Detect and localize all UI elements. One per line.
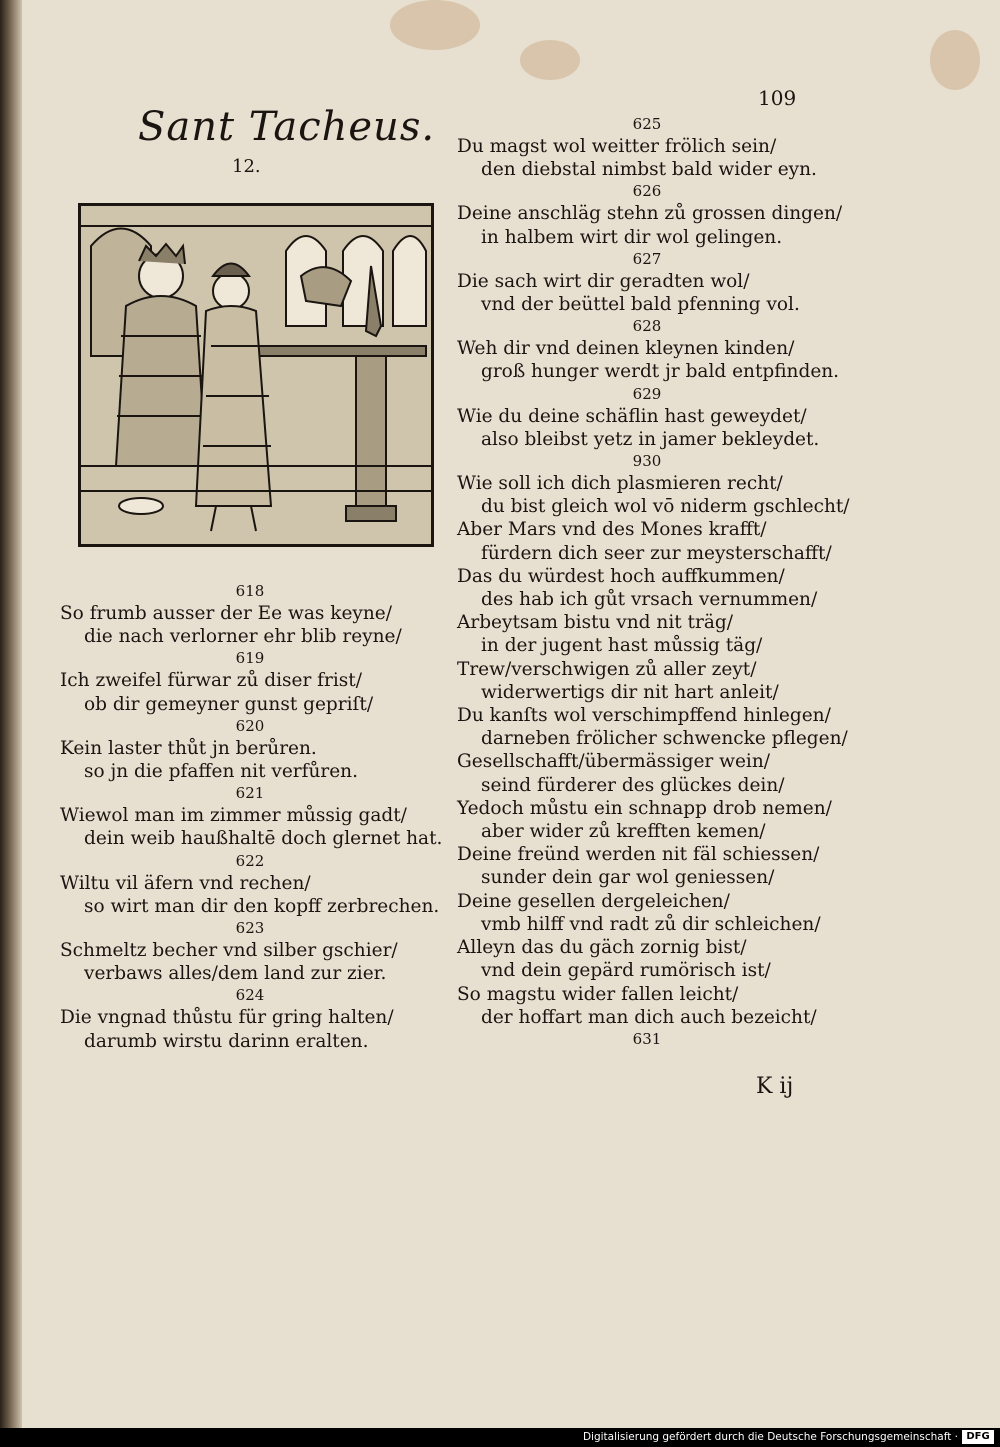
verse-number: 622 [235, 851, 265, 870]
verse-line: so wirt man dir den kopff zerbrechen. [84, 895, 440, 917]
verse-number: 624 [235, 986, 265, 1005]
verse-line: Deine freünd werden nit fäl schiessen/ [457, 844, 820, 866]
dfg-logo: DFG [962, 1430, 994, 1444]
left-column [60, 581, 443, 1053]
verse-line: So magstu wider fallen leicht/ [457, 983, 739, 1005]
verse-line: Die vngnad thůstu für gring halten/ [60, 1007, 394, 1029]
verse-number: 629 [632, 384, 662, 403]
stain [520, 40, 580, 80]
verse-line: den diebstal nimbst bald wider eyn. [481, 159, 817, 181]
verse-line: Du magst wol weitter frölich sein/ [457, 136, 777, 157]
verse-line: vnd der beüttel bald pfenning vol. [481, 294, 800, 316]
verse-number: 631 [632, 1029, 662, 1048]
verse-line: des hab ich gůt vrsach vernummen/ [481, 589, 818, 611]
verse-line: der hoffart man dich auch bezeicht/ [481, 1006, 817, 1028]
verse-line: widerwertigs dir nit hart anleit/ [481, 681, 779, 703]
verse-line: Kein laster thůt jn berůren. [60, 737, 317, 759]
chapter-number: 12. [232, 156, 261, 177]
verse-line: Deine anschläg stehn zů grossen dingen/ [457, 203, 843, 225]
footer-bar [0, 1428, 1000, 1447]
verse-line: seind fürderer des glückes dein/ [481, 774, 785, 796]
verse-line: Die sach wirt dir geradten wol/ [457, 270, 750, 292]
footer-text: Digitalisierung gefördert durch die Deutsche Forschungsgemeinschaft · [582, 1431, 958, 1443]
verse-number: 623 [235, 919, 265, 938]
stain [390, 0, 480, 50]
verse-line: Aber Mars vnd des Mones krafft/ [457, 519, 767, 541]
verse-number: 620 [235, 716, 265, 735]
verse-line: in der jugent hast můssig täg/ [481, 635, 763, 657]
stain [930, 30, 980, 90]
verse-line: Wie soll ich dich plasmieren recht/ [457, 473, 783, 495]
verse-line: also bleibst yetz in jamer bekleydet. [481, 428, 820, 450]
verse-number: 626 [632, 182, 662, 201]
verse-line: ob dir gemeyner gunst gepriſt/ [84, 693, 374, 715]
page-edge [0, 0, 22, 1428]
verse-line: Deine gesellen dergeleichen/ [457, 890, 730, 912]
verse-line: vnd dein gepärd rumörisch ist/ [481, 960, 771, 982]
verse-line: du bist gleich wol vō niderm gschlecht/ [481, 496, 850, 518]
signature-mark: K ij [756, 1074, 794, 1099]
verse-line: Trew/verschwigen zů aller zeyt/ [457, 658, 757, 680]
verse-line: Wie du deine schäflin hast geweydet/ [457, 405, 807, 427]
verse-line: Gesellschafft/übermässiger wein/ [457, 751, 771, 773]
verse-line: Arbeytsam bistu vnd nit träg/ [457, 612, 733, 634]
verse-line: fürdern dich seer zur meysterschafft/ [481, 542, 832, 564]
verse-line: groß hunger werdt jr bald entpfinden. [481, 361, 840, 383]
verse-number: 625 [632, 115, 662, 133]
verse-line: verbaws alles/dem land zur zier. [84, 963, 387, 985]
verse-line: Schmeltz becher vnd silber gschier/ [60, 940, 398, 962]
page-number: 109 [758, 86, 797, 110]
verse-line: in halbem wirt dir wol gelingen. [481, 226, 783, 248]
verse-line: Du kanſts wol verschimpffend hinlegen/ [457, 705, 831, 727]
verse-line: so jn die pfaffen nit verfůren. [84, 761, 358, 783]
verse-line: Wiewol man im zimmer můssig gadt/ [60, 805, 407, 827]
verse-line: Wiltu vil äfern vnd rechen/ [60, 872, 311, 894]
verse-number: 619 [235, 649, 265, 668]
verse-line: die nach verlorner ehr blib reyne/ [84, 626, 402, 648]
verse-line: aber wider zů krefften kemen/ [481, 821, 766, 843]
verse-line: Yedoch můstu ein schnapp drob nemen/ [457, 797, 832, 819]
running-title: Sant Tacheus. [138, 104, 436, 150]
verse-line: darumb wirstu darinn eralten. [84, 1030, 369, 1052]
verse-line: sunder dein gar wol geniessen/ [481, 867, 775, 889]
verse-number: 627 [632, 249, 662, 268]
verse-line: dein weib haußhaltē doch glernet hat. [84, 828, 443, 850]
woodcut-illustration-icon [78, 203, 434, 547]
verse-line: Weh dir vnd deinen kleynen kinden/ [457, 338, 795, 360]
verse-number: 930 [632, 452, 662, 471]
verse-number: 628 [632, 317, 662, 336]
verse-line: So frumb ausser der Ee was keyne/ [60, 603, 392, 624]
verse-line: darneben frölicher schwencke pflegen/ [481, 728, 848, 750]
verse-line: vmb hilff vnd radt zů dir schleichen/ [481, 913, 821, 935]
verse-number: 621 [235, 784, 265, 803]
verse-line: Alleyn das du gäch zornig bist/ [457, 937, 747, 959]
verse-line: Das du würdest hoch auffkummen/ [457, 565, 785, 587]
verse-line: Ich zweifel fürwar zů diser frist/ [60, 670, 362, 692]
verse-number: 618 [235, 582, 265, 600]
right-column [457, 114, 850, 1050]
